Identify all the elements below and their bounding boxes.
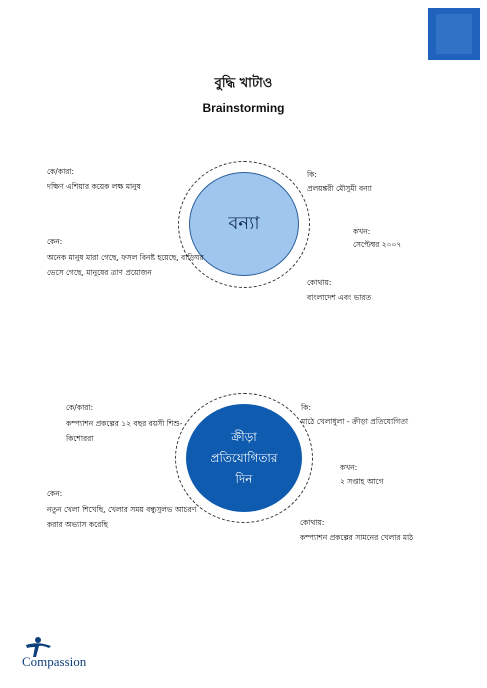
center-label: বন্যা [228,212,260,234]
when-label: কখন: [353,227,371,236]
logo-wordmark: Compassion [22,654,87,669]
center-label [211,427,278,490]
why-label: কেন: [47,489,63,498]
center-line-3: দিন [235,471,253,486]
when-label: কখন: [340,463,358,472]
where-label: কোথায়: [300,518,325,527]
who-label: কে/কারা: [66,403,94,412]
page-title-english: Brainstorming [202,101,285,115]
center-circle-sports [186,404,302,512]
when-text: ২ সপ্তাহ আগে [340,477,384,486]
what-label: কি: [307,170,317,179]
who-label: কে/কারা: [47,167,75,176]
compassion-logo [22,636,112,676]
why-text: নতুন খেলা শিখেছি, খেলার সময় বন্ধুসুলভ আচরণ করার অভ্যাস করেছি [47,505,197,529]
what-label: কি: [301,403,311,412]
what-text: প্রলয়ঙ্করী মৌসুমী বন্যা [307,184,372,193]
when-text: সেপ্টেম্বর ২০০৭ [353,240,402,249]
why-text: অনেক মানুষ মারা গেছে, ফসল বিনষ্ট হয়েছে, বাড়িঘর ভেসে গেছে, মানুষের ত্রাণ প্রয়োজন [47,253,204,277]
page-title-bengali: বুদ্ধি খাটাও [214,76,273,91]
where-text: কম্প্যাশন প্রকল্পের সামনের খেলার মাঠ [300,533,414,542]
why-label: কেন: [47,237,63,246]
center-line-2: প্রতিযোগিতার [210,450,278,465]
who-text: কম্প্যাশন প্রকল্পের ১২ বছর বয়সী শিশু-কিশোররা [66,419,183,443]
center-line-1: ক্রীড়া [231,429,257,444]
corner-accent-square [428,8,480,60]
where-text: বাংলাদেশ এবং ভারত [307,293,372,302]
what-text: মাঠে খেলাধুলা - ক্রীড়া প্রতিযোগিতা [301,417,408,426]
where-label: কোথায়: [307,278,332,287]
who-text: দক্ষিণ এশিয়ার কয়েক লক্ষ মানুষ [47,182,141,191]
